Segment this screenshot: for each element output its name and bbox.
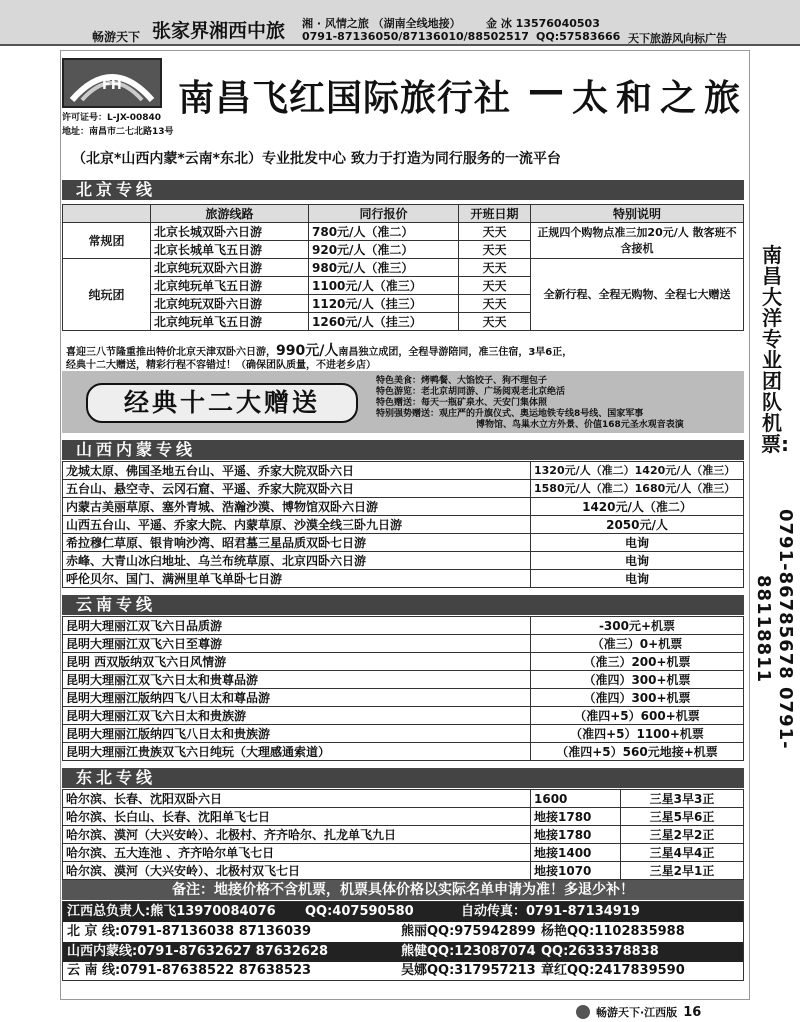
group-pure: 纯玩团: [63, 259, 151, 331]
agency-line: 湘 · 风情之旅 （湖南全线地接）: [302, 17, 461, 30]
promo-line2: 经典十二大赠送，精彩行程不容错过！（确保团队质量，不进老乡店）: [66, 360, 376, 371]
address: 地址：南昌市二七北路13号: [62, 127, 174, 137]
tagline: 天下旅游风向标广告: [628, 32, 727, 45]
side-title: 南昌大洋专业团队机票:: [761, 243, 789, 456]
features: 特色美食：烤鸭餐、大馅饺子、狗不理包子 特色游览：老北京胡同游、广场阅观老北京绝活 特色赠送：每天一瓶矿泉水、天安门集体照 特别强势赠送：观庄严的升旗仪式、奥运地铁专线8号线、国家军事 博物馆、鸟巢水立方外景、价值168元圣水观音表演: [376, 376, 684, 430]
top-banner: [0, 0, 800, 46]
side-phones: 0791-86785678 0791-88118811: [753, 508, 796, 750]
dongbei-title: 东北专线: [62, 768, 744, 788]
slogan: 畅游天下: [92, 30, 141, 44]
dongbei-table: 哈尔滨、长春、沈阳双卧六日 1600 三星3早3正 哈尔滨、长白山、长春、沈阳单飞七日 地接1780 三星5早6正 哈尔滨、漠河（大兴安岭）、北极村、齐齐哈尔、扎龙单飞九日 地接1780 三星2早2正 哈尔滨、五大连池 、齐齐哈尔单飞七日 地接1400 三星4早4正 哈尔滨、漠河（大兴安岭）、北极村双飞七日 地接1070 三星2早1正: [62, 789, 744, 880]
shanxi-table: 龙城太原、佛国圣地五台山、平遥、乔家大院双卧六日 1320元/人（准二）1420元/人（准三） 五台山、悬空寺、云冈石窟、平遥、乔家大院双卧六日 1580元/人（准二）1680元/人（准三） 内蒙古美丽草原、塞外青城、浩瀚沙漠、博物馆双卧六日游 1420元/人（准二） 山西五台山、平遥、乔家大院、内蒙草原、沙漠全线三卧九日游 2050元/人 希拉穆仁草原、银肯响沙湾、昭君墓三星品质双卧七日游 电询 赤峰、大青山冰臼地址、乌兰布统草原、北京四卧六日游 电询 呼伦贝尔、国门、满洲里单飞单卧七日游 电询: [62, 461, 744, 588]
promo-line1: 喜迎三八节隆重推出特价北京天津双卧六日游，990元/人南昌独立成团，全程导游陪同，准三住宿，3早6正，: [66, 343, 573, 359]
yunnan-title: 云南专线: [62, 595, 744, 615]
page-number: 16: [683, 1004, 702, 1020]
side-ad: [752, 243, 796, 799]
agency-name: 张家界湘西中旅: [152, 20, 286, 42]
yunnan-table: 昆明大理丽江双飞六日品质游 -300元+机票 昆明大理丽江双飞六日至尊游 （准三）0+机票 昆明 西双版纳双飞六日风情游 （准三）200+机票 昆明大理丽江双飞六日太和贵尊品游 （准四）300+机票 昆明大理丽江版纳四飞八日太和尊品游 （准四）300+机票 昆明大理丽江双飞六日太和贵族游 （准四+5）600+机票 昆明大理丽江版纳四飞八日太和贵族游 （准四+5）1100+机票 昆明大理丽江贵族双飞六日纯玩（大理感通索道） （准四+5）560元地接+机票: [62, 616, 744, 761]
agency-contact: 金 冰 13576040503: [486, 17, 600, 30]
agency-phones: 0791-87136050/87136010/88502517: [302, 30, 529, 43]
brand-slogan: （北京*山西内蒙*云南*东北）专业批发中心 致力于打造为同行服务的一流平台: [72, 151, 561, 167]
beijing-table: 旅游线路 同行报价 开班日期 特别说明 常规团 北京长城双卧六日游 780元/人（准二） 天天 正规四个购物点准三加20元/人 散客班不含接机 北京长城单飞五日游 920元/人（准二） 天天 纯玩团 北京纯玩双卧六日游 980元/人（准三） 天天 全新行程、全程无购物、全程七大赠送 北京纯玩单飞五日游 1100元/人（准三） 天天 北京纯玩双卧六日游 1120元/人（挂三） 天天 北京纯玩单飞五日游 1260元/人（挂三） 天天: [62, 204, 744, 331]
license: 许可证号：L-JX-00840: [62, 113, 162, 123]
logo-text: FH: [102, 78, 122, 93]
gift-badge: 经典十二大赠送: [86, 383, 358, 423]
beijing-title: 北京专线: [62, 180, 744, 200]
footer-logo-icon: [576, 1005, 590, 1019]
shanxi-title: 山西内蒙专线: [62, 440, 744, 460]
group-regular: 常规团: [63, 223, 151, 259]
brand-title: 南昌飞红国际旅行社: [178, 78, 512, 119]
dongbei-note: 备注：地接价格不含机票，机票具体价格以实际名单申请为准！多退少补！: [62, 880, 744, 900]
agency-qq: QQ:57583666: [536, 30, 621, 43]
brand-suffix: 太和之旅: [572, 78, 749, 119]
logo: [62, 58, 162, 108]
footer: 畅游天下·江西版 16: [576, 1004, 701, 1020]
contacts-panel: 江西总负责人:熊飞13970084076 QQ:407590580 自动传真：0791-87134919 北 京 线:0791-87136038 87136039 熊丽QQ:975942899 杨艳QQ:1102835988 山西内蒙线:0791-87632627 87632628 熊健QQ:123087074 QQ:2633378838 云 南 线:0791-87638522 87638523 吴娜QQ:317957213 章红QQ:2417839590: [62, 901, 744, 981]
